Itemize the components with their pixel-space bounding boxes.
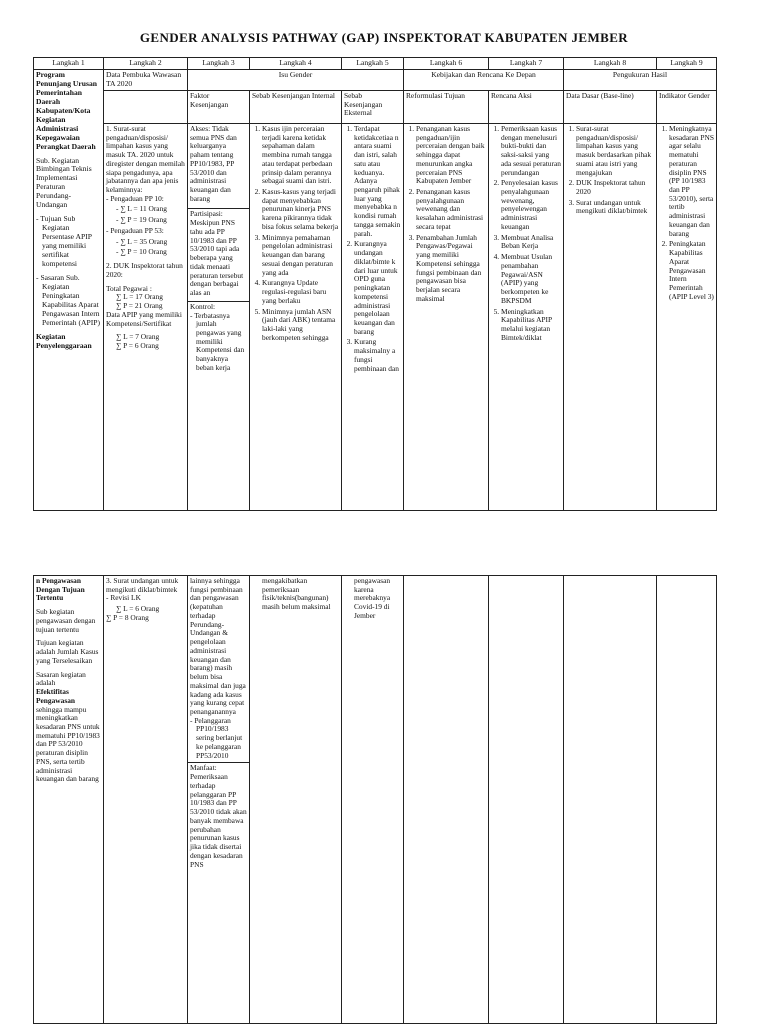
header-step-7: Langkah 7 [489,58,564,70]
header-gap-factor: Faktor Kesenjangan [188,90,250,123]
list-item: 2. Peningkatan Kapabilitas Aparat Pengawasan Intern Pemerintah (APIP Level 3) [669,240,714,301]
activity-continuation: n Pengawasan Dengan Tujuan Tertentu [36,576,85,603]
header-step-6: Langkah 6 [404,58,489,70]
cell-step4-internal [250,123,342,510]
subheader-row [34,90,717,123]
list-item: 3. Membuat Analisa Beban Kerja [501,234,561,251]
gap-table-part-2 [33,575,717,1024]
header-gender-issue: Isu Gender [188,69,404,90]
header-step-8: Langkah 8 [564,58,657,70]
target-rest: sehingga mampu meningkatkan kesadaran PNS untuk mematuhi PP10/1983 dan PP 53/2010 peraturan disiplin PNS, serta tertib administrasi keuangan dan barang [36,704,100,784]
cell-step8-baseline [564,123,657,510]
stat-line: - ∑ P = 19 Orang [112,216,185,225]
stat-line: ∑ L = 7 Orang [116,332,160,342]
list-item: 3. Penambahan Jumlah Pengawas/Pegawai yang memiliki Kompetensi sehingga fungsi pembinaan dan pengawasan bisa berjalan secara maksimal [416,234,486,304]
header-internal-cause: Sebab Kesenjangan Internal [250,90,342,123]
header-baseline: Data Dasar (Base-line) [564,90,657,123]
cell-step1-program [34,69,104,510]
header-measurement: Pengukuran Hasil [564,69,717,90]
list-item: 2. Penanganan kasus penyalahgunaan wewenang dan kesalahan administrasi secara tepat [416,188,486,232]
header-step-5: Langkah 5 [342,58,404,70]
external-continuation: pengawasan karena merebaknya Covid-19 di Jember [354,576,391,620]
header-step2-title: Data Pembuka Wawasan TA 2020 [104,69,188,90]
baseline-list [566,125,654,216]
header-step-9: Langkah 9 [657,58,717,70]
internal-list [252,125,339,343]
header-action-plan: Rencana Aksi [489,90,564,123]
cell-step5-external [342,123,404,510]
complaints-list [106,195,185,257]
stat-line: ∑ P = 8 Orang [106,612,149,622]
cell-p2-step8 [564,576,657,1024]
list-item: 1. Terdapat ketidakcetiaa n antara suami dan istri, salah satu atau keduanya. Adanya pengaruh pihak luar yang menyebabka n kondisi rumah tangga semakin parah. [354,125,401,239]
cell-p2-step5 [342,576,404,1024]
stat-line: ∑ P = 21 Orang [116,301,163,311]
header-step-2: Langkah 2 [104,58,188,70]
action-list [491,125,561,343]
cell-p2-step2 [104,576,188,1024]
header-policy: Kebijakan dan Rencana Ke Depan [404,69,564,90]
header-row-steps [34,58,717,70]
list-item: 4. Kurangnya Update regulasi-regulasi baru yang berlaku [262,279,339,305]
factor-control [188,301,249,376]
list-item: - Tujuan Sub Kegiatan Persentase APIP yang memiliki sertifikat kompetensi [42,215,101,269]
next-activity-label: Kegiatan Penyelenggaraan [36,331,92,350]
step2-item-2: 2. DUK Inspektorat tahun 2020: [106,261,183,279]
total-label: Total Pegawai : [106,283,152,293]
target-label: Sasaran kegiatan adalah [36,669,86,688]
internal-continuation: mengakibatkan pemeriksaan fisik/teknis(bangunan) masih belum maksimal [262,576,331,612]
list-item: 3. Surat undangan untuk mengikuti diklat/bimtek [576,199,654,216]
external-list [344,125,401,374]
list-item: - Sasaran Sub. Kegiatan Peningkatan Kapabilitas Aparat Pengawasan Intern Pemerintah (APIP) [42,274,101,328]
apip-label: Data APIP yang memiliki Kompetensi/Sertifikat [106,309,182,328]
step2-item-1: 1. Surat-surat pengaduan/disposisi/ limpahan kasus yang masuk TA. 2020 untuk diregister dengan memilah siapa pengadunya, apa jabatannya dan apa jenis kelaminnya: [106,123,185,194]
list-item: 2. Kurangnya undangan diklat/bimte k dari luar untuk OPD guna peningkatan kompetensi administrasi pengelolaan keuangan dan barang [354,240,401,336]
cell-step9-indicator [657,123,717,510]
stat-line: - ∑ P = 10 Orang [112,248,185,257]
list-item: 2. DUK Inspektorat tahun 2020 [576,179,654,196]
cell-p2-step3 [188,576,250,1024]
step2-item-3: 3. Surat undangan untuk mengikuti diklat/bimtek [106,576,179,594]
indicator-list [659,125,714,302]
cell-step2-data [104,123,188,510]
cell-p2-step1 [34,576,104,1024]
list-item: 1. Penanganan kasus pengaduan/ijin perceraian dengan baik sehingga dapat menurunkan angka perceraian PNS Kabupaten Jember [416,125,486,186]
list-item: 2. Penyelesaian kasus penyalahgunaan wewenang, penyelewengan administrasi keuangan [501,179,561,231]
list-item: 3. Kurang maksimalny a fungsi pembinaan dan [354,338,401,373]
factor-continuation: lainnya sehingga fungsi pembinaan dan pengawasan (kepatuhan terhadap Perundang-Undangan & pengelolaan administrasi keuangan dan barang) masih belum bisa maksimal dan juga kadang ada kasus yang kurang cepat penanganannya [190,576,246,717]
list-item: 2. Kasus-kasus yang terjadi dapat menyebabkan penurunan kinerja PNS karena pikirannya tidak bisa fokus selama bekerja [262,188,339,232]
stat-line: ∑ L = 6 Orang [116,604,160,614]
list-item: 1. Kasus ijin perceraian terjadi karena ketidak sepahaman dalam membina rumah tangga atau terdapat perbedaan prinsip dalam perannya sebagai suami dan istri. [262,125,339,186]
list-item: 5. Meningkatkan Kapabilitas APIP melalui kegiatan Bimtek/diklat [501,308,561,343]
sub-activity-text: Sub kegiatan pengawasan dengan tujuan tertentu [36,607,96,634]
continuation-row [34,576,717,1024]
page-title: GENDER ANALYSIS PATHWAY (GAP) INSPEKTORAT KABUPATEN JEMBER [139,30,629,45]
stat-line: ∑ P = 6 Orang [116,341,159,351]
header-step-3: Langkah 3 [188,58,250,70]
list-item: 1. Pemeriksaan kasus dengan menelusuri bukti-bukti dan saksi-saksi yang ada sesuai peraturan perundangan [501,125,561,177]
list-item: - Pelanggaran PP10/1983 sering berlanjut ke pelanggaran PP53/2010 [196,717,247,761]
header-indicator: Indikator Gender [657,90,717,123]
program-label: Program Penunjang Urusan Pemerintahan Daerah Kabupaten/Kota [36,69,97,115]
header-step-1: Langkah 1 [34,58,104,70]
list-item: 1. Surat-surat pengaduan/disposisi/ limpahan kasus yang masuk berdasarkan pihak suami atau istri yang mengajukan [576,125,654,177]
reformulation-list [406,125,486,304]
cell-p2-step6 [404,576,489,1024]
list-item: 1. Meningkatnya kesadaran PNS agar selalu mematuhi peraturan disiplin PNS (PP 10/1983 dan PP 53/2010), serta tertib administrasi keuangan dan barang [669,125,714,239]
factor-access: Akses: Tidak semua PNS dan keluarganya paham tentang PP10/1983, PP 53/2010 dan administrasi keuangan dan barang [190,123,237,203]
list-item: - Terbatasnya jumlah pengawas yang memiliki Kompetensi dan banyaknya beban kerja [196,312,247,373]
header-step-4: Langkah 4 [250,58,342,70]
header-reformulation: Reformulasi Tujuan [404,90,489,123]
cell-step6-reformulation [404,123,489,510]
stat-line: - ∑ L = 11 Orang [112,205,185,214]
stat-line: - ∑ L = 35 Orang [112,238,185,247]
content-row [34,123,717,510]
step1-list [36,215,101,327]
factor-participation: Partisipasi: Meskipun PNS tahu ada PP 10/1983 dan PP 53/2010 tapi ada beberapa yang tidak menaati peraturan tersebut dengan berbagai alas an [188,208,249,298]
header-row-groups [34,69,717,90]
control-label: Kontrol: [190,301,216,311]
stat-line: ∑ L = 17 Orang [116,292,163,302]
header-external-cause: Sebab Kesenjangan Eksternal [342,90,404,123]
target-value: Efektifitas Pengawasan [36,687,76,705]
list-item: 3. Minimnya pemahaman pengelolan administrasi keuangan dan barang sesuai dengan peraturan yang ada [262,234,339,278]
goal-text: Tujuan kegiatan adalah Jumlah Kasus yang Terselesaikan [36,638,99,665]
list-item: 5. Minimnya jumlah ASN (jauh dari ABK) tentama laki-laki yang berkompeten sehingga [262,308,339,343]
list-item: - Pengaduan PP 10: [112,195,185,204]
cell-p2-step7 [489,576,564,1024]
cell-p2-step4 [250,576,342,1024]
activity-label: Kegiatan Administrasi Kepegawaian Perangkat Daerah [36,114,96,151]
gap-table-part-1 [33,57,717,511]
cell-step7-actions [489,123,564,510]
cell-p2-step9 [657,576,717,1024]
list-item: - Pengaduan PP 53: [112,227,185,236]
factor-benefit: Manfaat: Pemeriksaan terhadap pelanggaran PP 10/1983 dan PP 53/2010 tidak akan banyak membawa perubahan penurunan kasus jika tidak disertai dengan kesadaran PNS [188,762,249,870]
cell-step3-factors [188,123,250,510]
list-item: 4. Membuat Usulan penambahan Pegawai/ASN (APIP) yang berkompeten ke BKPSDM [501,253,561,305]
list-item: - Revisi LK [112,594,185,603]
blank-cell [104,90,188,123]
sub-activity-label: Sub. Kegiatan Bimbingan Teknis Implementasi Peraturan Perundang-Undangan [36,155,92,210]
